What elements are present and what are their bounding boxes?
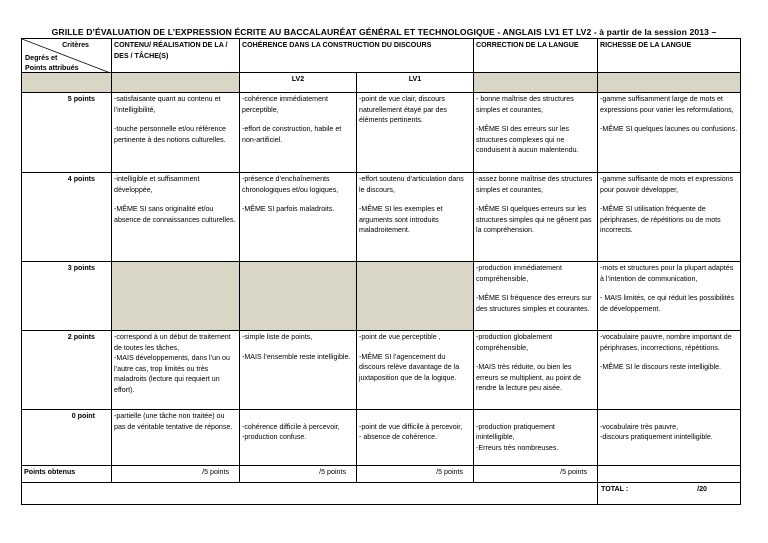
- empty-cell: [22, 482, 598, 504]
- points-label: 0 point: [22, 410, 112, 466]
- criterion-text: -gamme suffisante de mots et expressions pour pouvoir développer,: [600, 175, 734, 194]
- shaded-cell: [357, 262, 474, 331]
- criterion-text: -production immédiatement compréhensible,: [476, 264, 562, 283]
- points-label: 3 points: [22, 262, 112, 331]
- cell-lv2: [240, 173, 357, 262]
- cell-correction: [474, 262, 598, 331]
- criterion-text: -vocabulaire très pauvre, -discours pratiquement inintelligible.: [600, 422, 713, 442]
- criterion-text: -point de vue clair, discours naturellement étayé par des éléments pertinents.: [359, 95, 447, 125]
- points-label: 2 points: [22, 331, 112, 410]
- score-field-correction[interactable]: /5 points: [474, 465, 598, 482]
- lv-row: [22, 73, 741, 93]
- criterion-text: -partielle (une tâche non traitée) ou pas de véritable tentative de réponse.: [114, 412, 233, 431]
- cell-lv1: [357, 173, 474, 262]
- corner-cell: [22, 39, 112, 73]
- total-row: [22, 482, 741, 504]
- cell-richesse: [598, 262, 741, 331]
- criterion-text: -point de vue perceptible ,: [359, 333, 441, 341]
- criterion-text: -MÊME SI fréquence des erreurs sur des structures simples et courantes.: [476, 294, 592, 313]
- row-0-point: [22, 410, 741, 466]
- cell-correction: [474, 331, 598, 410]
- header-row: [22, 39, 741, 73]
- cell-lv1: [357, 331, 474, 410]
- criterion-text: -MÊME SI les exemples et arguments sont introduits maladroitement.: [359, 205, 443, 235]
- page-title: GRILLE D’ÉVALUATION DE L’EXPRESSION ÉCRITE AU BACCALAURÉAT GÉNÉRAL ET TECHNOLOGIQUE - ANGLAIS LV1 ET LV2 - à partir de la session 2013 –: [51, 27, 717, 37]
- empty-cell: [598, 465, 741, 482]
- cell-richesse: [598, 93, 741, 173]
- cell-correction: [474, 93, 598, 173]
- criterion-text: -cohérence difficile à percevoir, -production confuse.: [242, 422, 340, 442]
- criterion-text: -MAIS très réduite, ou bien les erreurs se multiplient, au point de rendre la lecture peu aisée.: [476, 363, 581, 393]
- criterion-text: -mots et structures pour la plupart adaptés à l’intention de communication,: [600, 264, 734, 283]
- criterion-text: -intelligible et suffisamment développée,: [114, 175, 200, 194]
- points-label: 4 points: [22, 173, 112, 262]
- points-attribues-label: Points attribués: [25, 64, 79, 72]
- header-coherence: COHÉRENCE DANS LA CONSTRUCTION DU DISCOURS: [240, 39, 474, 73]
- cell-richesse: [598, 410, 741, 466]
- cell-correction: [474, 410, 598, 466]
- criterion-text: -MÊME SI quelques lacunes ou confusions.: [600, 125, 738, 134]
- criterion-text: -MÊME SI quelques erreurs sur les structures simples qui ne gênent pas la compréhension.: [476, 205, 592, 235]
- cell-lv1: [357, 93, 474, 173]
- criterion-text: - MAIS limités, ce qui réduit les possibilités de développement.: [600, 294, 735, 313]
- shaded-cell: [22, 73, 112, 93]
- shaded-cell: [598, 73, 741, 93]
- cell-contenu: [112, 331, 240, 410]
- score-field-lv1[interactable]: /5 points: [357, 465, 474, 482]
- criterion-text: -gamme suffisamment large de mots et expressions pour varier les reformulations,: [600, 95, 734, 114]
- criterion-text: -production globalement compréhensible,: [476, 333, 553, 352]
- criterion-text: -satisfaisante quant au contenu et l’intelligibilité,: [114, 95, 221, 114]
- header-richesse: RICHESSE DE LA LANGUE: [598, 39, 741, 73]
- score-field-contenu[interactable]: /5 points: [112, 465, 240, 482]
- criterion-text: -MÊME SI des erreurs sur les structures complexes qui ne conduisent à aucun malentendu.: [476, 125, 579, 155]
- cell-lv2: [240, 410, 357, 466]
- shaded-cell: [112, 73, 240, 93]
- total-cell[interactable]: [598, 482, 741, 504]
- cell-contenu: [112, 410, 240, 466]
- row-4-points: [22, 173, 741, 262]
- criterion-text: -touche personnelle et/ou référence pertinente à des notions culturelles.: [114, 125, 226, 144]
- row-3-points: [22, 262, 741, 331]
- criterion-text: -assez bonne maîtrise des structures simples et courantes,: [476, 175, 593, 194]
- total-label: TOTAL :: [601, 484, 629, 493]
- criterion-text: -MÊME SI le discours reste intelligible.: [600, 363, 722, 372]
- points-obtenus-label: Points obtenus: [22, 465, 112, 482]
- row-2-points: [22, 331, 741, 410]
- points-obtenus-row: [22, 465, 741, 482]
- criterion-text: -présence d’enchaînements chronologiques et/ou logiques,: [242, 175, 339, 194]
- criterion-text: -correspond à un début de traitement de toutes les tâches,: [114, 333, 231, 352]
- lv2-header: LV2: [240, 73, 357, 93]
- cell-contenu: [112, 173, 240, 262]
- score-field-lv2[interactable]: /5 points: [240, 465, 357, 482]
- criterion-text: -simple liste de points,: [242, 333, 313, 341]
- criteres-label: Critères: [62, 41, 89, 49]
- criterion-text: -effort de construction, habile et non-artificiel.: [242, 125, 342, 144]
- criterion-text: -point de vue difficile à percevoir, - absence de cohérence.: [359, 422, 463, 442]
- cell-lv2: [240, 331, 357, 410]
- criterion-text: -MÊME SI parfois maladroits.: [242, 205, 335, 214]
- cell-lv1: [357, 410, 474, 466]
- cell-contenu: [112, 93, 240, 173]
- header-correction: CORRECTION DE LA LANGUE: [474, 39, 598, 73]
- criterion-text: -production pratiquement inintelligible, -Erreurs très nombreuses.: [476, 422, 559, 452]
- cell-lv2: [240, 93, 357, 173]
- criterion-text: -vocabulaire pauvre, nombre important de périphrases, incorrections, répétitions.: [600, 333, 732, 352]
- criterion-text: -cohérence immédiatement perceptible,: [242, 95, 328, 114]
- lv1-header: LV1: [357, 73, 474, 93]
- cell-correction: [474, 173, 598, 262]
- criterion-text: -MÊME SI sans originalité et/ou absence de connaissances culturelles.: [114, 205, 236, 224]
- cell-richesse: [598, 331, 741, 410]
- shaded-cell: [474, 73, 598, 93]
- row-5-points: [22, 93, 741, 173]
- criterion-text: -effort soutenu d’articulation dans le discours,: [359, 175, 464, 194]
- total-value: /20: [697, 484, 707, 493]
- shaded-cell: [240, 262, 357, 331]
- degres-label: Degrés et: [25, 54, 58, 62]
- criterion-text: -MÊME SI l’agencement du discours relève davantage de la juxtaposition que de la logique.: [359, 352, 460, 382]
- evaluation-grid: [21, 38, 741, 505]
- criterion-text: -MÊME SI utilisation fréquente de périphrases, de répétitions ou de mots incorrects.: [600, 205, 721, 235]
- header-contenu: CONTENU/ RÉALISATION DE LA / DES / TÂCHE(S): [112, 39, 240, 73]
- cell-richesse: [598, 173, 741, 262]
- criterion-text: -MAIS développements, dans l’un ou l’autre cas, trop limités ou très maladroits (lecture qui requiert un effort).: [114, 354, 230, 394]
- criterion-text: - bonne maîtrise des structures simples et courantes,: [476, 95, 574, 114]
- criterion-text: -MAIS l’ensemble reste intelligible.: [242, 352, 351, 361]
- shaded-cell: [112, 262, 240, 331]
- points-label: 5 points: [22, 93, 112, 173]
